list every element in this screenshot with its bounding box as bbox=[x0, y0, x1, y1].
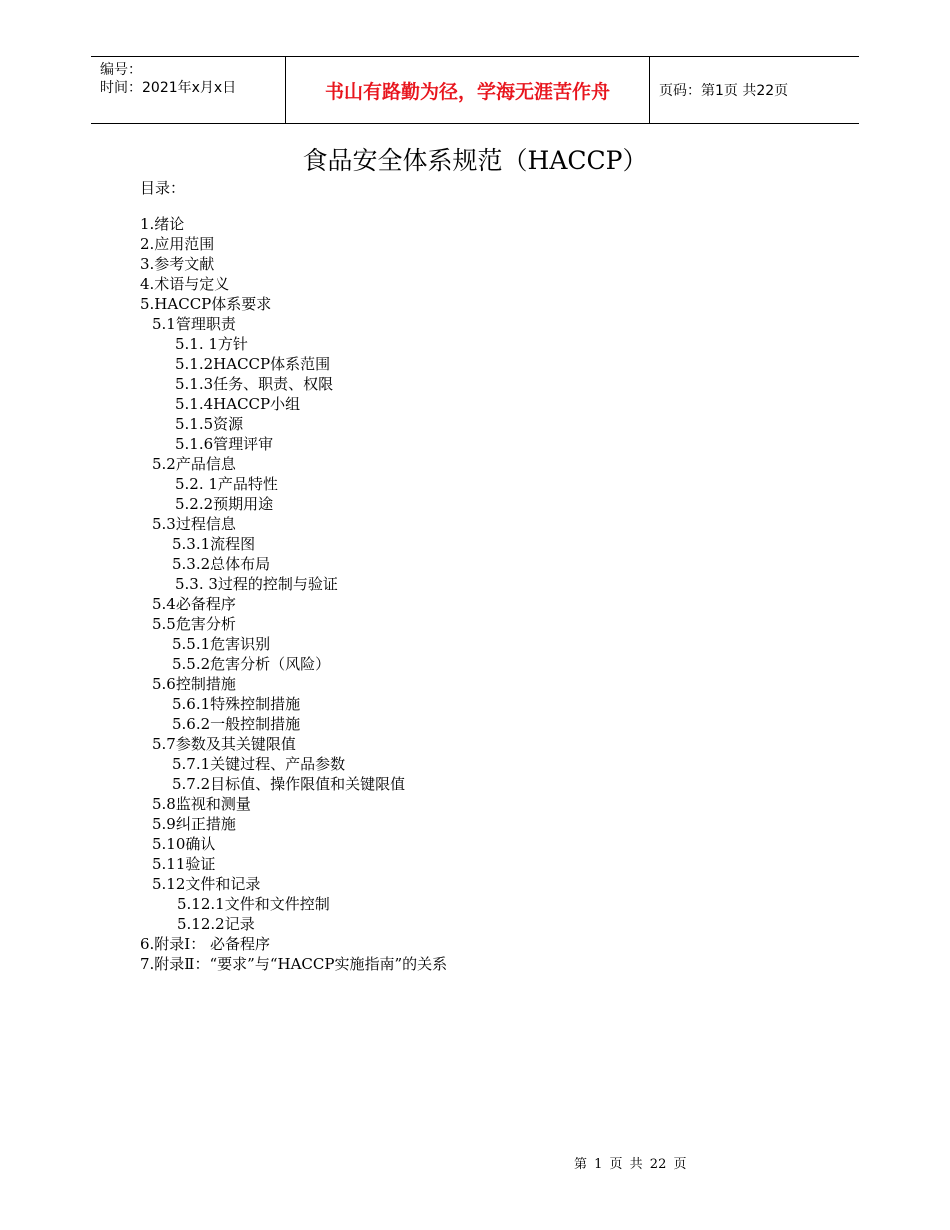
toc-item: 5.10确认 bbox=[152, 835, 216, 853]
toc-item: 5.12.1文件和文件控制 bbox=[177, 895, 330, 913]
toc-label: 目录： bbox=[140, 179, 186, 197]
toc-item: 5.2.2预期用途 bbox=[175, 495, 274, 513]
toc-item: 5.7参数及其关键限值 bbox=[152, 735, 296, 753]
document-title: 食品安全体系规范（HACCP） bbox=[302, 146, 648, 175]
toc-item: 7.附录Ⅱ：“要求”与“HACCP实施指南”的关系 bbox=[140, 955, 448, 973]
toc-item: 5.1.4HACCP小组 bbox=[175, 395, 301, 413]
header-page-number: 页码：第1页 共22页 bbox=[659, 83, 789, 99]
toc-item: 1.绪论 bbox=[140, 215, 185, 233]
toc-item: 5.7.1关键过程、产品参数 bbox=[172, 755, 346, 773]
toc-item: 5.12文件和记录 bbox=[152, 875, 261, 893]
toc-item: 4.术语与定义 bbox=[140, 275, 230, 293]
toc-item: 6.附录Ⅰ： 必备程序 bbox=[140, 935, 271, 953]
toc-item: 5.3.1流程图 bbox=[172, 535, 256, 553]
toc-item: 5.8监视和测量 bbox=[152, 795, 251, 813]
toc-item: 5.1.2HACCP体系范围 bbox=[175, 355, 331, 373]
toc-item: 5.4必备程序 bbox=[152, 595, 236, 613]
toc-item: 5.1.3任务、职责、权限 bbox=[175, 375, 334, 393]
toc-item: 3.参考文献 bbox=[140, 255, 215, 273]
motto-text: 书山有路勤为径，学海无涯苦作舟 bbox=[324, 80, 610, 103]
document-number-label: 编号： bbox=[100, 62, 142, 78]
header-page-cell bbox=[650, 57, 859, 123]
header-meta-cell bbox=[91, 57, 286, 123]
toc-item: 5.1. 1方针 bbox=[175, 335, 248, 353]
toc-item: 5.1.5资源 bbox=[175, 415, 244, 433]
toc-item: 5.HACCP体系要求 bbox=[140, 295, 272, 313]
toc-item: 5.5危害分析 bbox=[152, 615, 236, 633]
toc-item: 5.3过程信息 bbox=[152, 515, 236, 533]
toc-item: 5.1管理职责 bbox=[152, 315, 236, 333]
toc-item: 5.6.1特殊控制措施 bbox=[172, 695, 301, 713]
toc-item: 5.2产品信息 bbox=[152, 455, 236, 473]
toc-item: 5.6.2一般控制措施 bbox=[172, 715, 301, 733]
toc-item: 5.5.2危害分析（风险） bbox=[172, 655, 331, 673]
toc-item: 5.11验证 bbox=[152, 855, 216, 873]
document-time-label: 时间：2021年x月x日 bbox=[100, 80, 237, 96]
toc-item: 5.1.6管理评审 bbox=[175, 435, 274, 453]
toc-item: 5.12.2记录 bbox=[177, 915, 255, 933]
toc-item: 5.3. 3过程的控制与验证 bbox=[175, 575, 338, 593]
toc-item: 5.6控制措施 bbox=[152, 675, 236, 693]
page-footer: 第 1 页 共 22 页 bbox=[574, 1157, 687, 1172]
toc-item: 2.应用范围 bbox=[140, 235, 215, 253]
page-header-table bbox=[91, 56, 859, 124]
header-motto-cell bbox=[286, 57, 650, 123]
toc-item: 5.5.1危害识别 bbox=[172, 635, 271, 653]
toc-item: 5.9纠正措施 bbox=[152, 815, 236, 833]
toc-item: 5.2. 1产品特性 bbox=[175, 475, 278, 493]
toc-item: 5.3.2总体布局 bbox=[172, 555, 271, 573]
toc-item: 5.7.2目标值、操作限值和关键限值 bbox=[172, 775, 406, 793]
